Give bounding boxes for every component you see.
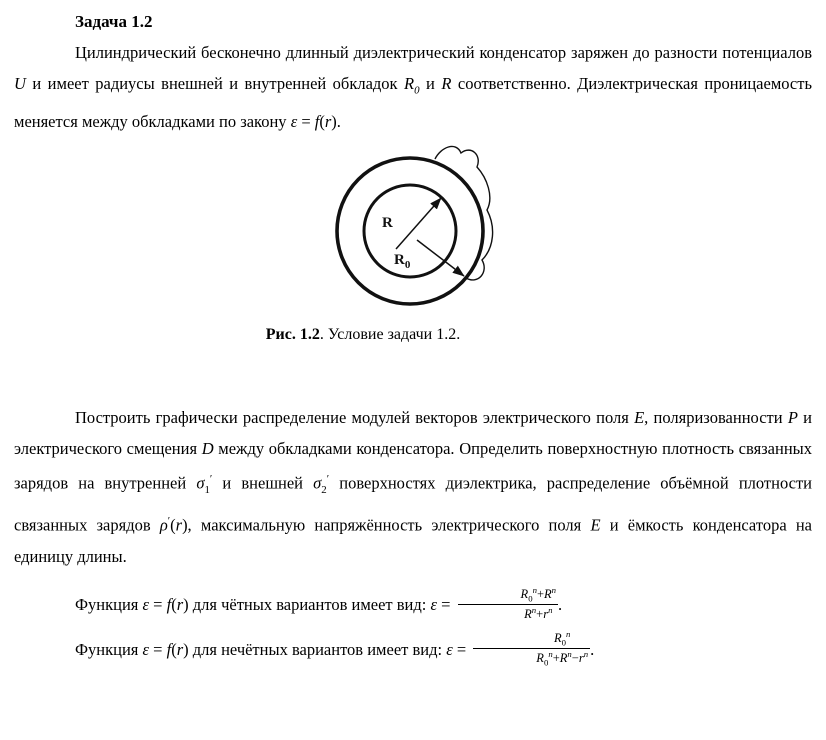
formula-even-lead: Функция ε = f(r) для чётных вариантов имеет вид: ε =: [75, 594, 455, 614]
paragraph-task: Построить графически распределение модулей векторов электрического поля E, поляризованности P и электрического смещения D между обкладками конденсатора. Определить поверхностную плотность связанных зарядов на внутренней $\sigma_1'$ и внешней $\sigma_2'$ поверхностях диэлектрика, распределение объёмной плотности связанных зарядов ρ′(r), максимальную напряжённость электрического поля E и ёмкость конденсатора на единицу длины.: [14, 408, 812, 566]
figure-caption: Рис. 1.2. Условие задачи 1.2.: [265, 326, 461, 344]
label-R: R: [382, 215, 393, 232]
formula-even-period: .: [558, 594, 563, 614]
fraction-odd: [473, 629, 590, 668]
outer-plate-circle: [337, 158, 483, 304]
figure-capacitor-cross-section: [14, 145, 812, 322]
paragraph-intro: Цилиндрический бесконечно длинный диэлектрический конденсатор заряжен до разности потенциалов U и имеет радиусы внешней и внутренней обкладок $R_0$ и R соответственно. Диэлектрическая проницаемость меняется между обкладками по закону ε = f(r).: [14, 43, 812, 132]
formula-odd-period: .: [590, 639, 595, 659]
formula-odd-lead: Функция ε = f(r) для нечётных вариантов имеет вид: ε =: [75, 639, 471, 659]
fraction-odd-numerator: $R_0^n$: [473, 629, 590, 649]
label-R0: $R_0$: [394, 252, 411, 272]
formula-odd-variants: [14, 627, 812, 672]
fraction-even: [458, 585, 558, 622]
capacitor-figure-svg: [310, 145, 542, 317]
formula-even-variants: [14, 582, 812, 627]
fraction-odd-denominator: $R_0^n+R^n-r^n$: [536, 649, 589, 668]
fraction-even-numerator: $R_0^n+R^n$: [458, 585, 558, 605]
problem-title: Задача 1.2: [75, 12, 153, 31]
fraction-even-denominator: $R^n+r^n$: [524, 605, 553, 622]
